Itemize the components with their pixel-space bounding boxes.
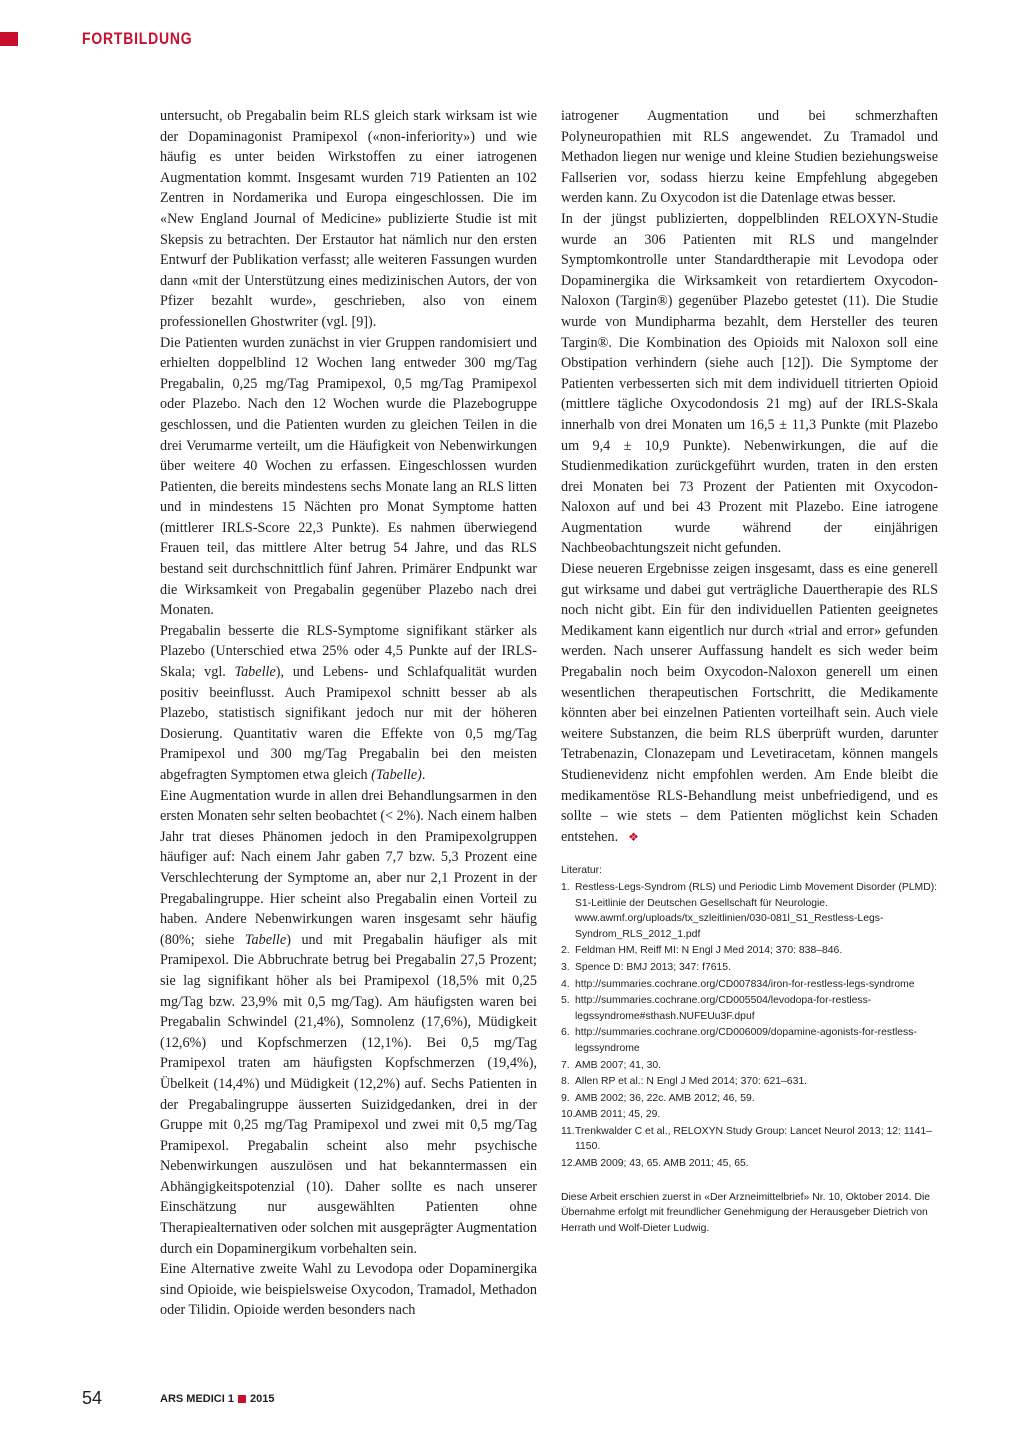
paragraph: In der jüngst publizierten, doppelblinden RELOXYN-Studie wurde an 306 Patienten mit RLS und mangelnder Symptomkontrolle unter Standardtherapie mit Levodopa oder Dopaminergika die Wirksamkeit von retardiertem Oxycodon-Naloxon (Targin®) gegenüber Plazebo getestet (11). Die Studie wurde von Mundipharma bezahlt, dem Hersteller des teuren Targin®. Die Kombination des Opioids mit Naloxon soll eine Obstipation verhindern (siehe auch [12]). Die Symptome der Patienten verbesserten sich mit dem individuell titrierten Opioid (mittlere tägliche Oxycodondosis 21 mg) auf der IRLS-Skala innerhalb von drei Monaten um 16,5 ± 11,3 Punkte (mit Plazebo um 9,4 ± 10,9 Punkte). Nebenwirkungen, die auf die Studienmedikation zurückgeführt wurden, traten in den ersten drei Monaten bei 73 Prozent der Patienten mit Oxycodon-Naloxon auf und bei 43 Prozent mit Plazebo. Eine iatrogene Augmentation wurde während der einjährigen Nachbeobachtungszeit nicht gefunden. xyxy=(561,210,938,557)
reference-item xyxy=(561,1074,938,1090)
end-of-article-icon: ❖ xyxy=(628,829,639,844)
reference-number: 10. xyxy=(561,1109,576,1121)
paragraph: Eine Alternative zweite Wahl zu Levodopa oder Dopaminergika sind Opioide, wie beispielsweise Oxycodon, Tramadol, Methadon oder Tilidin. Opioide werden besonders nach xyxy=(160,1261,537,1319)
reference-text: http://summaries.cochrane.org/CD005504/levodopa-for-restless-legssyndrome#sthash.NUFEUu3F.dpuf xyxy=(575,995,872,1022)
paragraph: Diese neueren Ergebnisse zeigen insgesamt, dass es eine generell gut wirksame und dabei gut verträgliche Dauertherapie des RLS noch nicht gibt. Ein für den individuellen Patienten geeignetes Medikament kann eigentlich nur durch «trial and error» gefunden werden. Nach unserer Auffassung handelt es sich weder beim Pregabalin noch beim Oxycodon-Naloxon generell um einen wesentlichen therapeutischen Fortschritt, die Medikamente könnten aber bei einzelnen Patienten vorteilhaft sein. Auch viele weitere Substanzen, die beim RLS überprüft wurden, darunter Tetrabenazin, Clonazepam und Levetiracetam, können mangels Studienevidenz nicht empfohlen werden. Am Ende bleibt die medikamentöse RLS-Behandlung meist unbefriedigend, und es sollte – wie stets – dem Patienten möglichst kein Schaden entstehen. ❖ xyxy=(561,561,938,845)
reference-number: 7. xyxy=(561,1059,570,1071)
reference-number: 5. xyxy=(561,995,570,1007)
reference-text: AMB 2009; 43, 65. AMB 2011; 45, 65. xyxy=(575,1158,749,1170)
reference-text: http://summaries.cochrane.org/CD007834/iron-for-restless-legs-syndrome xyxy=(575,978,915,990)
reference-item xyxy=(561,960,938,976)
paragraph: untersucht, ob Pregabalin beim RLS gleich stark wirksam ist wie der Dopaminagonist Pramipexol («non-inferiority») und wie häufig es unter beiden Wirkstoffen zu einer iatrogenen Augmentation kommt. Insgesamt wurden 719 Patienten an 102 Zentren in Nordamerika und Europa eingeschlossen. Die im «New England Journal of Medicine» publizierte Studie ist mit Skepsis zu betrachten. Der Erstautor hat nämlich nur den ersten Entwurf der Publikation verfasst; alle weiteren Fassungen wurden dann «mit der Unterstützung eines medizinischen Autors, der von Pfizer bezahlt wurde», geschrieben, also von einem professionellen Ghostwriter (vgl. [9]). xyxy=(160,108,537,330)
references-title: Literatur: xyxy=(561,865,603,877)
paragraph: Eine Augmentation wurde in allen drei Behandlungsarmen in den ersten Monaten sehr selten beobachtet (< 2%). Nach einem halben Jahr trat dieses Phänomen jedoch in den Pramipexolgruppen häufiger auf: Nach einem Jahr gaben 7,7 bzw. 5,3 Prozent eine Verschlechterung der Symptome an, aber nur 2,1 Prozent in der Pregabalingruppe. Hier scheint also Pregabalin einen Vorteil zu haben. Andere Nebenwirkungen waren insgesamt sehr häufig (80%; siehe Tabelle) und mit Pregabalin häufiger als mit Pramipexol. Die Abbruchrate betrug bei Pregabalin 27,5 Prozent; sie lag signifikant höher als bei Pramipexol (18,5% mit 0,25 mg/Tag bzw. 23,9% mit 0,5 mg/Tag). Am häufigsten waren bei Pregabalin Schwindel (21,4%), Somnolenz (17,6%), Müdigkeit (12,6%) und Kopfschmerzen (12,1%). Bei 0,5 mg/Tag Pramipexol traten am häufigsten Kopfschmerzen (19,4%), Übelkeit (14,4%) und Müdigkeit (12,2%) auf. Sechs Patienten in der Pregabalingruppe äusserten Suizidgedanken, drei in der Gruppe mit 0,25 mg/Tag Pramipexol und zwei mit 0,5 mg/Tag Pramipexol. Pregabalin scheint also mehr psychische Nebenwirkungen auszulösen und hat bekanntermassen ein Abhängigkeitspotenzial (10). Daher sollte es nach unserer Einschätzung nur ausgewählten Patienten ohne Therapiealternativen oder solchen mit ausgeprägter Augmentation durch ein Dopaminergikum vorbehalten sein. xyxy=(160,787,537,1257)
table-reference: (Tabelle) xyxy=(371,767,422,783)
reference-number: 1. xyxy=(561,881,570,893)
left-column xyxy=(160,106,537,1321)
page-number: 54 xyxy=(82,1388,103,1408)
header-accent-square xyxy=(0,32,18,46)
reference-text: AMB 2007; 41, 30. xyxy=(575,1059,662,1071)
reference-number: 4. xyxy=(561,978,570,990)
reference-text: Trenkwalder C et al., RELOXYN Study Group: Lancet Neurol 2013; 12: 1141–1150. xyxy=(575,1125,932,1153)
reference-text: http://summaries.cochrane.org/CD006009/dopamine-agonists-for-restless-legssyndrome xyxy=(575,1027,917,1054)
journal-name: ARS MEDICI 1 xyxy=(160,1393,234,1405)
reference-item xyxy=(561,993,938,1024)
reference-item xyxy=(561,880,938,942)
reference-number: 12. xyxy=(561,1158,576,1170)
reference-item xyxy=(561,1025,938,1056)
reference-list xyxy=(561,863,938,1171)
paragraph: Pregabalin besserte die RLS-Symptome signifikant stärker als Plazebo (Unterschied etwa 25% oder 4,5 Punkte auf der IRLS-Skala; vgl. Tabelle), und Lebens- und Schlafqualität wurden positiv beeinflusst. Auch Pramipexol schnitt besser ab als Plazebo, statistisch signifikant jedoch nur mit der höheren Dosierung. Quantitativ waren die Effekte von 0,5 mg/Tag Pramipexol und 300 mg/Tag Pregabalin bei den meisten abgefragten Symptomen etwa gleich (Tabelle). xyxy=(160,622,538,783)
reference-number: 6. xyxy=(561,1027,570,1039)
table-reference: Tabelle xyxy=(234,664,276,681)
reference-number: 8. xyxy=(561,1076,570,1088)
reference-text: AMB 2011; 45, 29. xyxy=(575,1109,661,1121)
reference-item xyxy=(561,1091,938,1107)
footer-square-icon xyxy=(238,1395,246,1403)
reference-item xyxy=(561,977,938,993)
paragraph: Die Patienten wurden zunächst in vier Gruppen randomisiert und erhielten doppelblind 12 Wochen lang entweder 300 mg/Tag Pregabalin, 0,25 mg/Tag Pramipexol, 0,5 mg/Tag Pramipexol oder Plazebo. Nach den 12 Wochen wurde die Plazebogruppe geschlossen, und die Patienten wurden zu gleichen Teilen in die drei Verumarme verteilt, um die Häufigkeit von Nebenwirkungen über weitere 40 Wochen zu erfassen. Eingeschlossen wurden Patienten, die bereits mindestens sechs Monate lang an RLS litten und in mindestens 15 Nächten pro Monat Symptome hatten (mittlerer IRLS-Score 22,3 Punkte). Es nahmen überwiegend Frauen teil, das mittlere Alter betrug 54 Jahre, und das RLS bestand seit durchschnittlich fünf Jahren. Primärer Endpunkt war die Wirksamkeit von Pregabalin gegenüber Plazebo nach drei Monaten. xyxy=(160,334,537,619)
right-column xyxy=(561,106,938,1236)
publication-note: Diese Arbeit erschien zuerst in «Der Arzneimittelbrief» Nr. 10, Oktober 2014. Die Übernahme erfolgt mit freundlicher Genehmigung der Herausgeber Dietrich von Herrath und Wolf-Dieter Ludwig. xyxy=(561,1191,931,1234)
reference-item xyxy=(561,1124,938,1155)
paragraph: iatrogener Augmentation und bei schmerzhaften Polyneuropathien mit RLS angewendet. Zu Tramadol und Methadon liegen nur wenige und kleine Studien beziehungsweise Fallserien vor, sodass hierzu keine Empfehlung abgegeben werden kann. Zu Oxycodon ist die Datenlage etwas besser. xyxy=(561,108,938,207)
reference-number: 2. xyxy=(561,945,570,957)
table-reference: Tabelle xyxy=(244,931,287,948)
reference-text: AMB 2002; 36, 22c. AMB 2012; 46, 59. xyxy=(575,1092,755,1104)
reference-item xyxy=(561,1107,938,1123)
reference-number: 3. xyxy=(561,961,570,973)
reference-item xyxy=(561,1058,938,1074)
journal-year: 2015 xyxy=(249,1393,275,1405)
reference-text: Allen RP et al.: N Engl J Med 2014; 370: 621–631. xyxy=(575,1076,808,1088)
section-label: FORTBILDUNG xyxy=(82,29,193,48)
reference-text: Feldman HM, Reiff MI: N Engl J Med 2014; 370: 838–846. xyxy=(575,945,843,957)
reference-item xyxy=(561,943,938,959)
reference-text: Restless-Legs-Syndrom (RLS) und Periodic Limb Movement Disorder (PLMD): S1-Leitlinie der Deutschen Gesellschaft für Neurologie. www.awmf.org/uploads/tx_szleitlinien/030-081l_S1_Restless-Legs-Syndrom_RLS_2012_1.pdf xyxy=(575,881,938,940)
reference-number: 11. xyxy=(561,1125,575,1137)
reference-text: Spence D: BMJ 2013; 347: f7615. xyxy=(575,961,731,973)
reference-item xyxy=(561,1156,938,1172)
reference-number: 9. xyxy=(561,1092,570,1104)
footer-journal xyxy=(160,1393,274,1405)
